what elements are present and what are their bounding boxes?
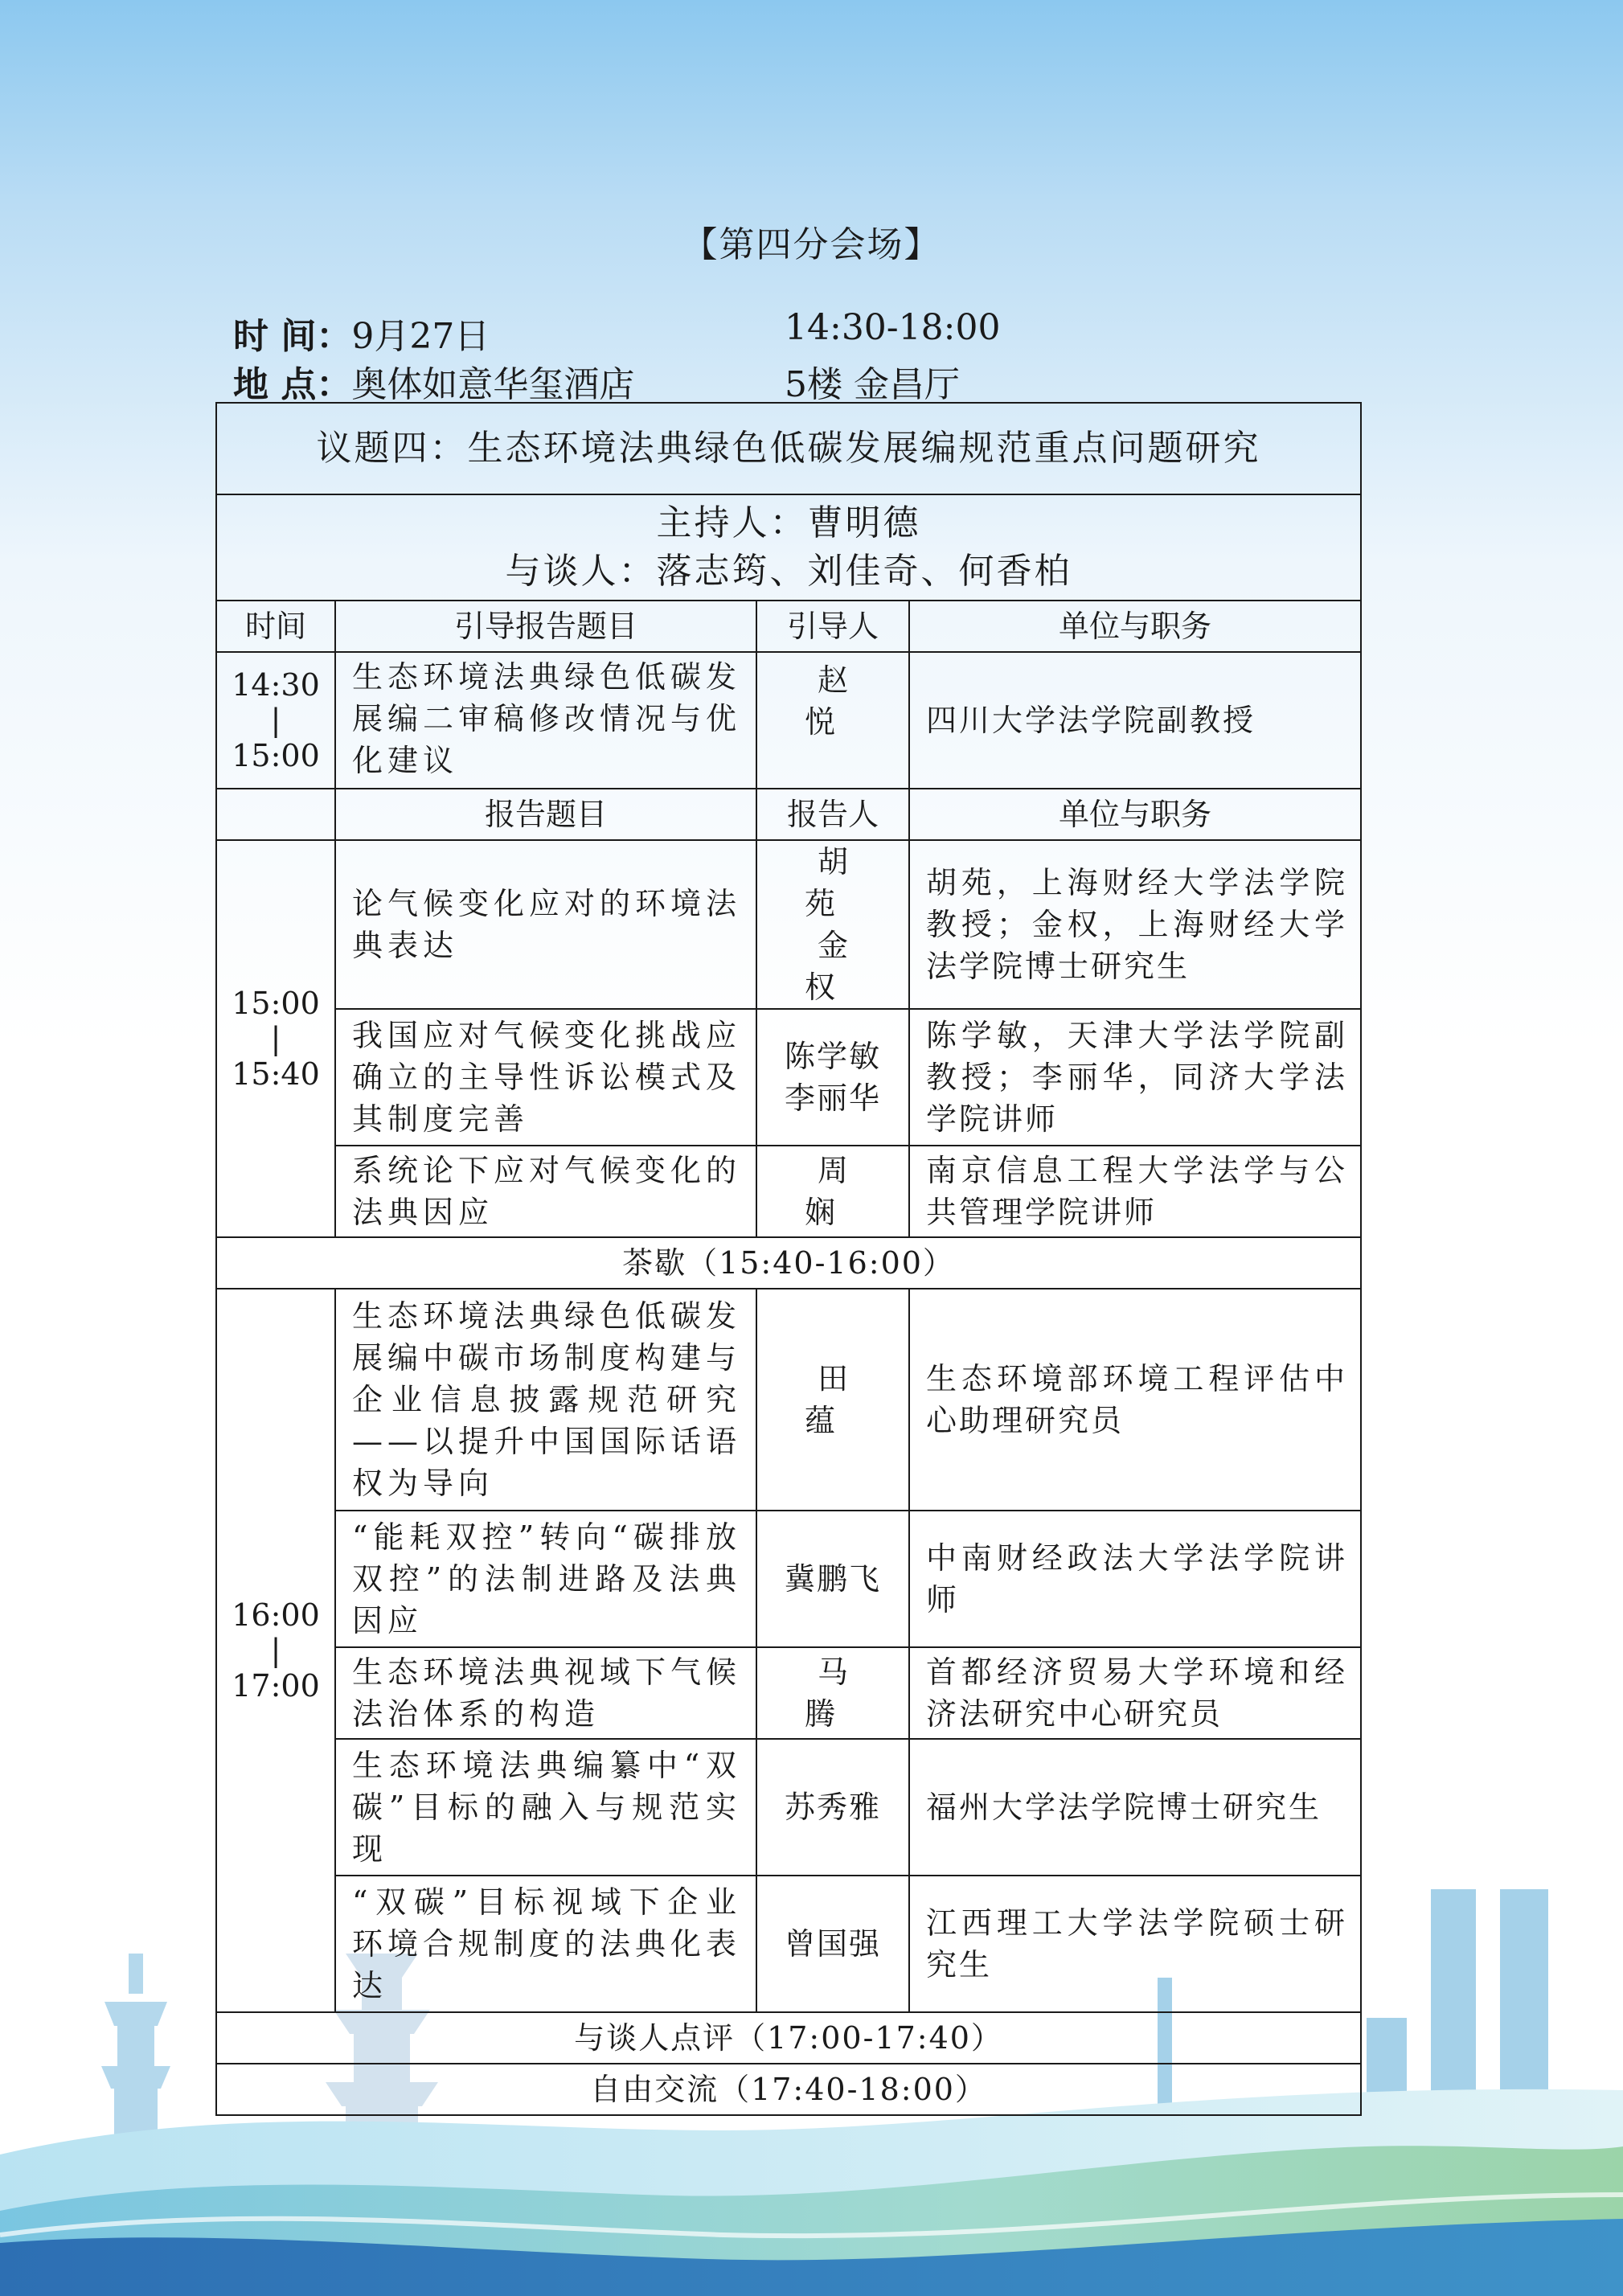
topic-title: 议题四：生态环境法典绿色低碳发展编规范重点问题研究 — [216, 403, 1361, 494]
presenter-name: 马 腾 — [804, 1654, 874, 1732]
discussion-row — [216, 2012, 1361, 2064]
report-presenter — [756, 1009, 909, 1146]
report-header-row — [216, 789, 1361, 840]
table-row — [216, 1289, 1361, 1511]
block1-time — [216, 840, 335, 1237]
report-unit: 南京信息工程大学法学与公共管理学院讲师 — [909, 1146, 1361, 1237]
header-empty — [216, 789, 335, 840]
report-presenter — [756, 840, 909, 1009]
guide-time — [216, 652, 335, 789]
guide-time-end: 15:00 — [232, 738, 320, 773]
header-guide-unit: 单位与职务 — [909, 601, 1361, 652]
guide-time-start: 14:30 — [232, 667, 320, 703]
topic-row — [216, 403, 1361, 494]
discussion: 与谈人点评（17:00-17:40） — [216, 2012, 1361, 2064]
time-info — [233, 307, 1001, 359]
presenter-name: 苏秀雅 — [784, 1790, 881, 1825]
block2-time-start: 16:00 — [232, 1597, 320, 1633]
header-report-presenter: 报告人 — [756, 789, 909, 840]
schedule-table — [215, 402, 1362, 2116]
header-report-unit: 单位与职务 — [909, 789, 1361, 840]
block1-time-start: 15:00 — [232, 986, 320, 1021]
block1-time-end: 15:40 — [232, 1056, 320, 1092]
host-line: 主持人：曹明德 — [656, 502, 921, 543]
presenter-name: 曾国强 — [784, 1926, 881, 1962]
report-presenter — [756, 1146, 909, 1237]
block2-time-sep: | — [270, 1633, 281, 1668]
report-title: 系统论下应对气候变化的法典因应 — [335, 1146, 756, 1237]
table-row — [216, 840, 1361, 1009]
tea-break: 茶歇（15:40-16:00） — [216, 1237, 1361, 1289]
discussants-line: 与谈人：落志筠、刘佳奇、何香柏 — [505, 551, 1072, 592]
guide-title: 生态环境法典绿色低碳发展编二审稿修改情况与优化建议 — [335, 652, 756, 789]
report-unit: 江西理工大学法学院硕士研究生 — [909, 1876, 1361, 2012]
session-title: 【第四分会场】 — [682, 224, 941, 265]
presenter-name: 陈学敏 — [784, 1039, 881, 1074]
place-room: 5楼 金昌厅 — [785, 364, 960, 405]
report-title: 生态环境法典视域下气候法治体系的构造 — [335, 1647, 756, 1739]
report-presenter — [756, 1289, 909, 1511]
presenter-name: 田 蕴 — [804, 1361, 874, 1438]
block2-time-end: 17:00 — [232, 1668, 320, 1704]
table-row — [216, 1009, 1361, 1146]
place-info — [233, 355, 960, 407]
report-title: 论气候变化应对的环境法典表达 — [335, 840, 756, 1009]
table-row — [216, 1511, 1361, 1647]
table-row — [216, 1739, 1361, 1876]
report-title: 生态环境法典编纂中“双碳”目标的融入与规范实现 — [335, 1739, 756, 1876]
report-title: “能耗双控”转向“碳排放双控”的法制进路及法典因应 — [335, 1511, 756, 1647]
report-title: 我国应对气候变化挑战应确立的主导性诉讼模式及其制度完善 — [335, 1009, 756, 1146]
presenter-name: 李丽华 — [784, 1080, 881, 1116]
block1-time-sep: | — [270, 1021, 281, 1056]
table-row — [216, 1647, 1361, 1739]
report-presenter — [756, 1647, 909, 1739]
place-label: 地 点： — [233, 364, 352, 405]
header-guide-presenter: 引导人 — [756, 601, 909, 652]
header-guide-title: 引导报告题目 — [335, 601, 756, 652]
header-time: 时间 — [216, 601, 335, 652]
report-unit: 生态环境部环境工程评估中心助理研究员 — [909, 1289, 1361, 1511]
free-exchange: 自由交流（17:40-18:00） — [216, 2064, 1361, 2115]
time-label: 时 间： — [233, 316, 352, 357]
guide-header-row — [216, 601, 1361, 652]
guide-row — [216, 652, 1361, 789]
free-exchange-row — [216, 2064, 1361, 2115]
report-presenter — [756, 1739, 909, 1876]
time-date: 9月27日 — [351, 316, 490, 357]
report-unit: 陈学敏，天津大学法学院副教授；李丽华，同济大学法学院讲师 — [909, 1009, 1361, 1146]
report-unit: 中南财经政法大学法学院讲师 — [909, 1511, 1361, 1647]
report-unit: 首都经济贸易大学环境和经济法研究中心研究员 — [909, 1647, 1361, 1739]
report-title: “双碳”目标视域下企业环境合规制度的法典化表达 — [335, 1876, 756, 2012]
report-presenter — [756, 1511, 909, 1647]
report-title: 生态环境法典绿色低碳发展编中碳市场制度构建与企业信息披露规范研究——以提升中国国际话语权为导向 — [335, 1289, 756, 1511]
hosts-row — [216, 494, 1361, 601]
presenter-name: 胡 苑 — [804, 844, 874, 921]
guide-unit: 四川大学法学院副教授 — [909, 652, 1361, 789]
table-row — [216, 1146, 1361, 1237]
table-row — [216, 1876, 1361, 2012]
presenter-name: 周 娴 — [804, 1153, 874, 1230]
report-presenter — [756, 1876, 909, 2012]
report-unit: 福州大学法学院博士研究生 — [909, 1739, 1361, 1876]
header-report-title: 报告题目 — [335, 789, 756, 840]
presenter-name: 冀鹏飞 — [784, 1561, 881, 1597]
report-unit: 胡苑，上海财经大学法学院教授；金权，上海财经大学法学院博士研究生 — [909, 840, 1361, 1009]
tea-break-row — [216, 1237, 1361, 1289]
place-venue: 奥体如意华玺酒店 — [351, 364, 635, 405]
guide-presenter: 赵 悦 — [756, 652, 909, 789]
hosts-cell — [216, 494, 1361, 601]
presenter-name: 金 权 — [804, 928, 874, 1005]
block2-time — [216, 1289, 335, 2012]
guide-time-sep: | — [270, 703, 281, 738]
time-range: 14:30-18:00 — [785, 307, 1001, 348]
